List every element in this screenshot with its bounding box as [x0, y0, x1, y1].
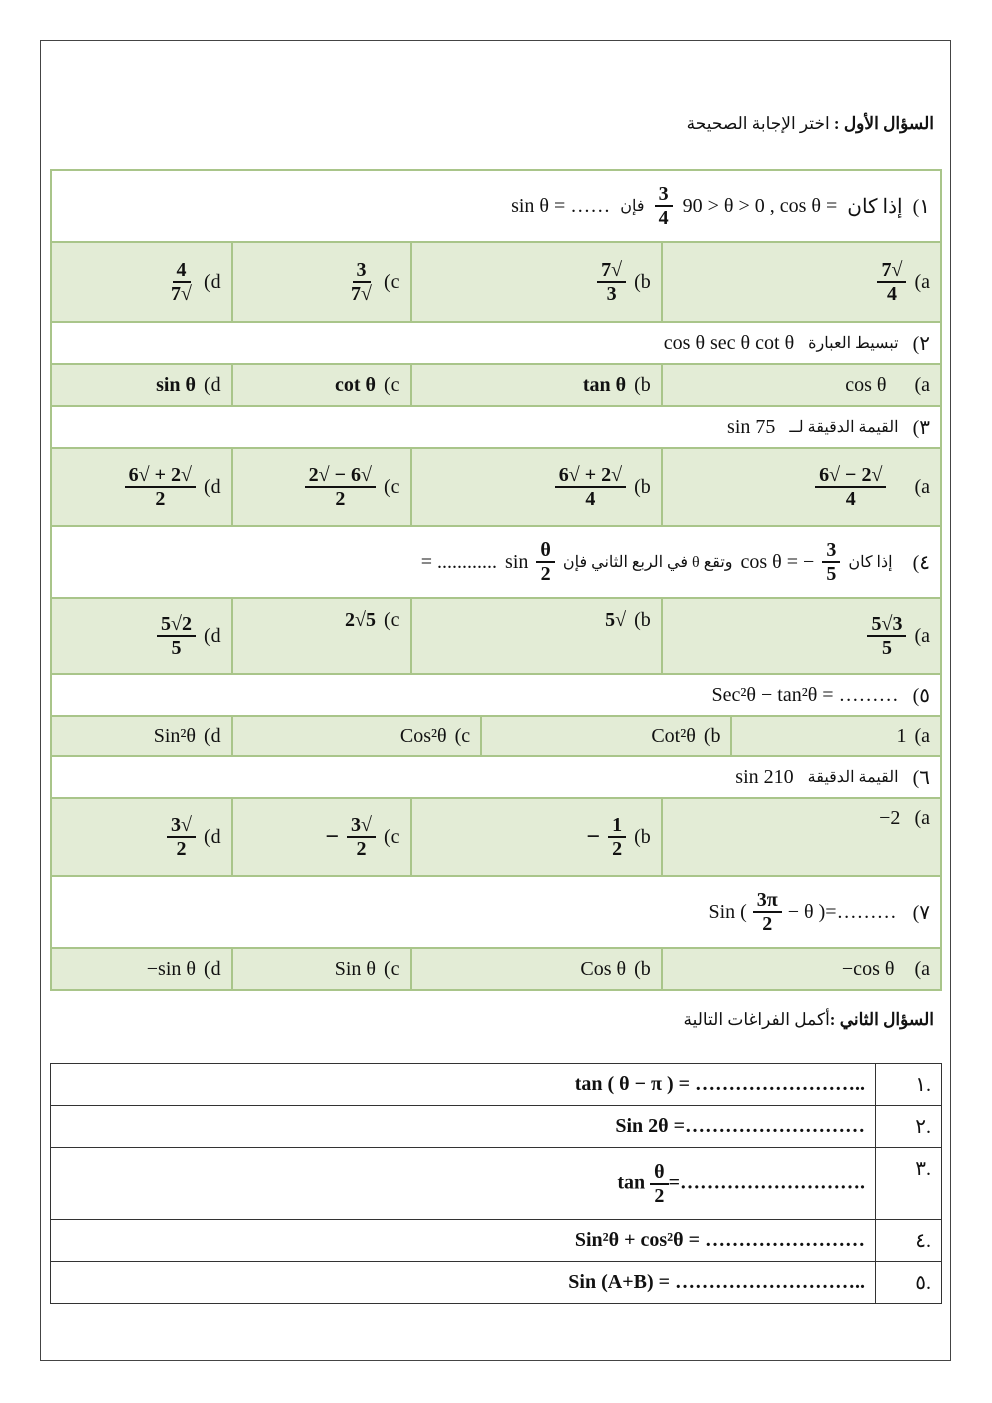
option-d[interactable]: [51, 716, 232, 756]
frac-num: 2√5: [157, 613, 196, 637]
frac-num: √7: [877, 259, 906, 283]
question-number: ٣): [912, 416, 930, 439]
option-text: 2√5: [345, 609, 376, 631]
option-label: c): [384, 373, 400, 396]
question-text-ar: إذا كان: [847, 195, 903, 218]
question2-table: [50, 1063, 942, 1304]
fraction: [597, 259, 626, 305]
option-label: c): [384, 609, 400, 631]
option-label: b): [634, 957, 651, 980]
fraction: [157, 613, 196, 659]
option-label: a): [914, 475, 930, 498]
question-text: Sec²θ − tan²θ = ………: [711, 683, 899, 706]
fraction: [125, 464, 196, 510]
question-6: [51, 756, 941, 798]
option-text: Sin θ: [334, 957, 376, 980]
blank-number: .١: [876, 1064, 942, 1106]
option-b[interactable]: [411, 598, 662, 674]
option-a[interactable]: [731, 716, 941, 756]
frac-num: 3: [655, 183, 673, 207]
fraction: [822, 539, 840, 585]
option-label: a): [914, 270, 930, 293]
question-number: ١): [912, 195, 930, 218]
frac-num: 3: [353, 259, 371, 283]
option-text: cos θ: [845, 373, 887, 396]
question-number: ٧): [912, 901, 930, 924]
frac-num: 1: [608, 814, 626, 838]
blank-number: .٥: [876, 1262, 942, 1304]
option-c[interactable]: [232, 798, 411, 876]
question-text-ar: القيمة الدقيقة: [807, 769, 899, 786]
frac-num: √6 − √2: [305, 464, 376, 488]
option-c[interactable]: [232, 364, 411, 406]
minus-sign: −: [586, 823, 601, 850]
option-b[interactable]: [411, 948, 662, 990]
fraction: [536, 539, 554, 585]
frac-num: √7: [597, 259, 626, 283]
option-a[interactable]: [662, 242, 941, 322]
frac-den: 2: [176, 838, 187, 860]
option-c[interactable]: [232, 448, 411, 526]
option-a[interactable]: [662, 364, 941, 406]
blank-number: .٣: [876, 1148, 942, 1220]
section1-title-rest: اختر الإجابة الصحيحة: [686, 114, 834, 133]
frac-num: √2 − √6: [815, 464, 886, 488]
frac-num: 4: [173, 259, 191, 283]
option-b[interactable]: [411, 798, 662, 876]
option-label: b): [634, 373, 651, 396]
minus-sign: −: [325, 823, 340, 850]
option-c[interactable]: [232, 716, 481, 756]
question-text-ar: القيمة الدقيقة لــ: [789, 419, 899, 436]
frac-den: 2: [155, 488, 166, 510]
option-label: b): [634, 825, 651, 848]
fraction: [867, 613, 906, 659]
question-text3: sin: [505, 550, 529, 573]
frac-num: θ: [536, 539, 554, 563]
question-text2-ar: فإن: [620, 198, 645, 215]
option-a[interactable]: [662, 448, 941, 526]
question-number: ٦): [912, 766, 930, 789]
option-text: sin θ: [156, 373, 196, 396]
frac-num: √2 + √6: [125, 464, 196, 488]
option-text: tan θ: [582, 373, 627, 396]
option-label: d): [203, 825, 221, 848]
frac-den: 2: [762, 913, 773, 935]
option-text: Cos²θ: [399, 724, 447, 747]
frac-den: 4: [886, 283, 897, 305]
option-label: a): [914, 807, 930, 829]
question-text2: sin θ = ……: [511, 194, 611, 217]
fraction: [305, 464, 376, 510]
option-text: Cot²θ: [651, 724, 696, 747]
option-d[interactable]: [51, 364, 232, 406]
option-c[interactable]: [232, 598, 411, 674]
frac-den: 5: [171, 637, 182, 659]
frac-den: 2: [654, 1184, 665, 1207]
blank-expression[interactable]: Sin²θ + cos²θ = ……………………: [51, 1220, 876, 1262]
option-text: Sin²θ: [153, 724, 196, 747]
question-1: [51, 170, 941, 242]
fraction: [650, 1161, 668, 1207]
frac-den: 4: [845, 488, 856, 510]
frac-den: √7: [171, 283, 192, 305]
question-text: cos θ sec θ cot θ: [663, 331, 795, 354]
frac-num: 3√5: [867, 613, 906, 637]
frac-den: 5: [826, 563, 837, 585]
frac-den: 5: [881, 637, 892, 659]
fraction: [877, 259, 906, 305]
question-text-ar: تبسيط العبارة: [808, 335, 899, 352]
option-label: d): [203, 373, 221, 396]
question-text: cos θ = −: [740, 550, 815, 573]
frac-den: 2: [335, 488, 346, 510]
option-label: a): [914, 624, 930, 647]
option-text: −cos θ: [841, 957, 895, 980]
option-label: c): [384, 957, 400, 980]
blank-prefix: tan: [617, 1171, 646, 1194]
option-label: d): [203, 957, 221, 980]
question1-table: [50, 169, 942, 991]
option-text: 1: [896, 724, 907, 747]
blank-expression[interactable]: Sin (A+B) = ………………………..: [51, 1262, 876, 1304]
option-label: a): [914, 957, 930, 980]
option-label: c): [384, 270, 400, 293]
option-label: c): [384, 825, 400, 848]
option-d[interactable]: [51, 448, 232, 526]
blank-expression[interactable]: Sin 2θ =………………………: [51, 1106, 876, 1148]
option-label: b): [634, 475, 651, 498]
fraction: [347, 814, 376, 860]
option-label: d): [203, 270, 221, 293]
option-label: b): [703, 724, 721, 747]
frac-num: √3: [347, 814, 376, 838]
frac-den: 4: [585, 488, 596, 510]
option-d[interactable]: [51, 598, 232, 674]
question-text: 90 > θ > 0 , cos θ =: [682, 194, 838, 217]
option-label: d): [203, 724, 221, 747]
option-a[interactable]: [662, 948, 941, 990]
option-c[interactable]: [232, 948, 411, 990]
blank-number: .٤: [876, 1220, 942, 1262]
section2-title-bold: السؤال الثاني :: [829, 1010, 934, 1029]
option-label: d): [203, 475, 221, 498]
question-number: ٥): [912, 684, 930, 707]
option-b[interactable]: [411, 364, 662, 406]
option-label: d): [203, 624, 221, 647]
option-label: c): [454, 724, 471, 747]
option-c[interactable]: [232, 242, 411, 322]
fraction: [608, 814, 626, 860]
frac-num: √2 + √6: [555, 464, 626, 488]
option-b[interactable]: [481, 716, 731, 756]
question-text: Sin (: [708, 900, 747, 923]
option-label: a): [914, 724, 930, 747]
question-text: sin 75: [727, 415, 776, 438]
section2-heading: [683, 1010, 934, 1030]
frac-den: 4: [658, 207, 669, 229]
question-text2-ar: وتقع θ في الربع الثاني فإن: [562, 554, 733, 571]
question-text: sin 210: [735, 765, 794, 788]
frac-num: 3π: [753, 889, 782, 913]
fraction: [167, 814, 196, 860]
fraction: [347, 259, 376, 305]
frac-den: 3: [606, 283, 617, 305]
question-5: [51, 674, 941, 716]
question-number: ٤): [912, 551, 930, 574]
option-d[interactable]: [51, 948, 232, 990]
section1-title-bold: السؤال الأول :: [833, 114, 934, 133]
question-number: ٢): [912, 332, 930, 355]
frac-num: √3: [167, 814, 196, 838]
question-7: [51, 876, 941, 948]
option-label: c): [384, 475, 400, 498]
fraction: [753, 889, 782, 935]
section2-title-rest: أكمل الفراغات التالية: [683, 1010, 830, 1029]
blank-dots: =……………………….: [668, 1171, 865, 1194]
option-a[interactable]: [662, 798, 941, 876]
question-3: [51, 406, 941, 448]
question-2: [51, 322, 941, 364]
fraction: [555, 464, 626, 510]
question-text4: = ............: [420, 550, 498, 573]
option-label: b): [634, 609, 651, 631]
option-a[interactable]: [662, 598, 941, 674]
fraction: [815, 464, 886, 510]
fraction: [167, 259, 196, 305]
option-d[interactable]: [51, 242, 232, 322]
frac-num: 3: [822, 539, 840, 563]
frac-den: 2: [540, 563, 551, 585]
fraction: [655, 183, 673, 229]
blank-number: .٢: [876, 1106, 942, 1148]
blank-expression[interactable]: tan ( θ − π ) = ……………………..: [51, 1064, 876, 1106]
option-d[interactable]: [51, 798, 232, 876]
option-text: −sin θ: [146, 957, 196, 980]
option-label: b): [634, 270, 651, 293]
question-text-ar: إذا كان: [848, 554, 893, 571]
option-b[interactable]: [411, 448, 662, 526]
option-text: cot θ: [335, 373, 376, 396]
option-text: −2: [879, 807, 901, 829]
section1-heading: [687, 114, 934, 134]
frac-den: 2: [356, 838, 367, 860]
option-text: √5: [605, 609, 627, 631]
option-b[interactable]: [411, 242, 662, 322]
question-4: [51, 526, 941, 598]
option-label: a): [914, 373, 930, 396]
blank-expression[interactable]: [51, 1148, 876, 1220]
frac-den: √7: [351, 283, 372, 305]
option-text: Cos θ: [580, 957, 627, 980]
frac-num: θ: [650, 1161, 668, 1185]
question-text2: − θ )=………: [787, 900, 897, 923]
frac-den: 2: [612, 838, 623, 860]
